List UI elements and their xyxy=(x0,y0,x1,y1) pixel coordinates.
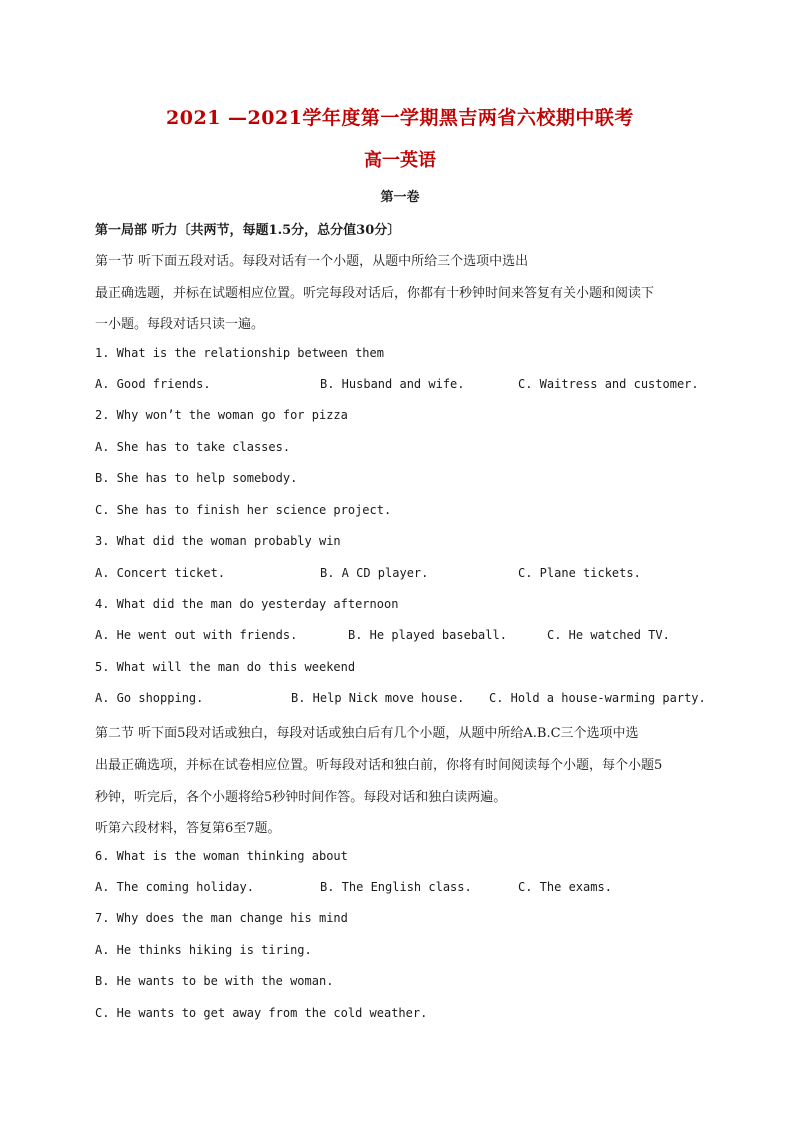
section2-line1: 第二节 听下面5段对话或独白，每段对话或独白后有几个小题，从题中所给A.B.C三个选项中选 xyxy=(95,726,639,741)
volume-label: 第一卷 xyxy=(380,190,420,205)
q3-option-b: B. A CD player. xyxy=(320,566,429,580)
q5-option-a: A. Go shopping. xyxy=(95,691,204,705)
section1-line2: 最正确选题，并标在试题相应位置。听完每段对话后，你都有十秒钟时间来答复有关小题和阅读下 xyxy=(95,286,655,301)
section2-line2: 出最正确选项，并标在试卷相应位置。听每段对话和独白前，你将有时间阅读每个小题，每个小题5 xyxy=(95,758,663,773)
material-6-instruction: 听第六段材料，答复第6至7题。 xyxy=(95,821,281,836)
exam-title: 2021 —2021学年度第一学期黑吉两省六校期中联考 xyxy=(166,107,634,129)
q6-option-c: C. The exams. xyxy=(518,880,612,894)
q2-option-b: B. She has to help somebody. xyxy=(95,471,298,485)
q3-option-c: C. Plane tickets. xyxy=(518,566,641,580)
q2-option-c: C. She has to finish her science project. xyxy=(95,503,392,517)
q6-option-b: B. The English class. xyxy=(320,880,472,894)
q3-option-a: A. Concert ticket. xyxy=(95,566,226,580)
q1-option-a: A. Good friends. xyxy=(95,377,211,391)
q4-option-b: B. He played baseball. xyxy=(348,628,507,642)
question-7-stem: 7. Why does the man change his mind xyxy=(95,911,348,925)
q5-option-b: B. Help Nick move house. xyxy=(291,691,465,705)
q1-option-b: B. Husband and wife. xyxy=(320,377,465,391)
q5-option-c: C. Hold a house-warming party. xyxy=(489,691,706,705)
section1-line1: 第一节 听下面五段对话。每段对话有一个小题，从题中所给三个选项中选出 xyxy=(95,254,529,269)
section1-line3: 一小题。每段对话只读一遍。 xyxy=(95,317,265,332)
question-2-stem: 2. Why won’t the woman go for pizza xyxy=(95,408,348,422)
question-5-stem: 5. What will the man do this weekend xyxy=(95,660,356,674)
q1-option-c: C. Waitress and customer. xyxy=(518,377,699,391)
part1-heading: 第一局部 听力〔共两节，每题1.5分，总分值30分〕 xyxy=(95,223,401,238)
question-6-stem: 6. What is the woman thinking about xyxy=(95,849,348,863)
q7-option-c: C. He wants to get away from the cold weather. xyxy=(95,1006,428,1020)
question-4-stem: 4. What did the man do yesterday afternoon xyxy=(95,597,399,611)
q7-option-b: B. He wants to be with the woman. xyxy=(95,974,334,988)
q6-option-a: A. The coming holiday. xyxy=(95,880,254,894)
exam-subtitle: 高一英语 xyxy=(364,150,436,171)
q7-option-a: A. He thinks hiking is tiring. xyxy=(95,943,312,957)
q4-option-a: A. He went out with friends. xyxy=(95,628,298,642)
section2-line3: 秒钟，听完后，各个小题将给5秒钟时间作答。每段对话和独白读两遍。 xyxy=(95,790,507,805)
question-3-stem: 3. What did the woman probably win xyxy=(95,534,341,548)
q2-option-a: A. She has to take classes. xyxy=(95,440,291,454)
q4-option-c: C. He watched TV. xyxy=(547,628,670,642)
question-1-stem: 1. What is the relationship between them xyxy=(95,346,384,360)
